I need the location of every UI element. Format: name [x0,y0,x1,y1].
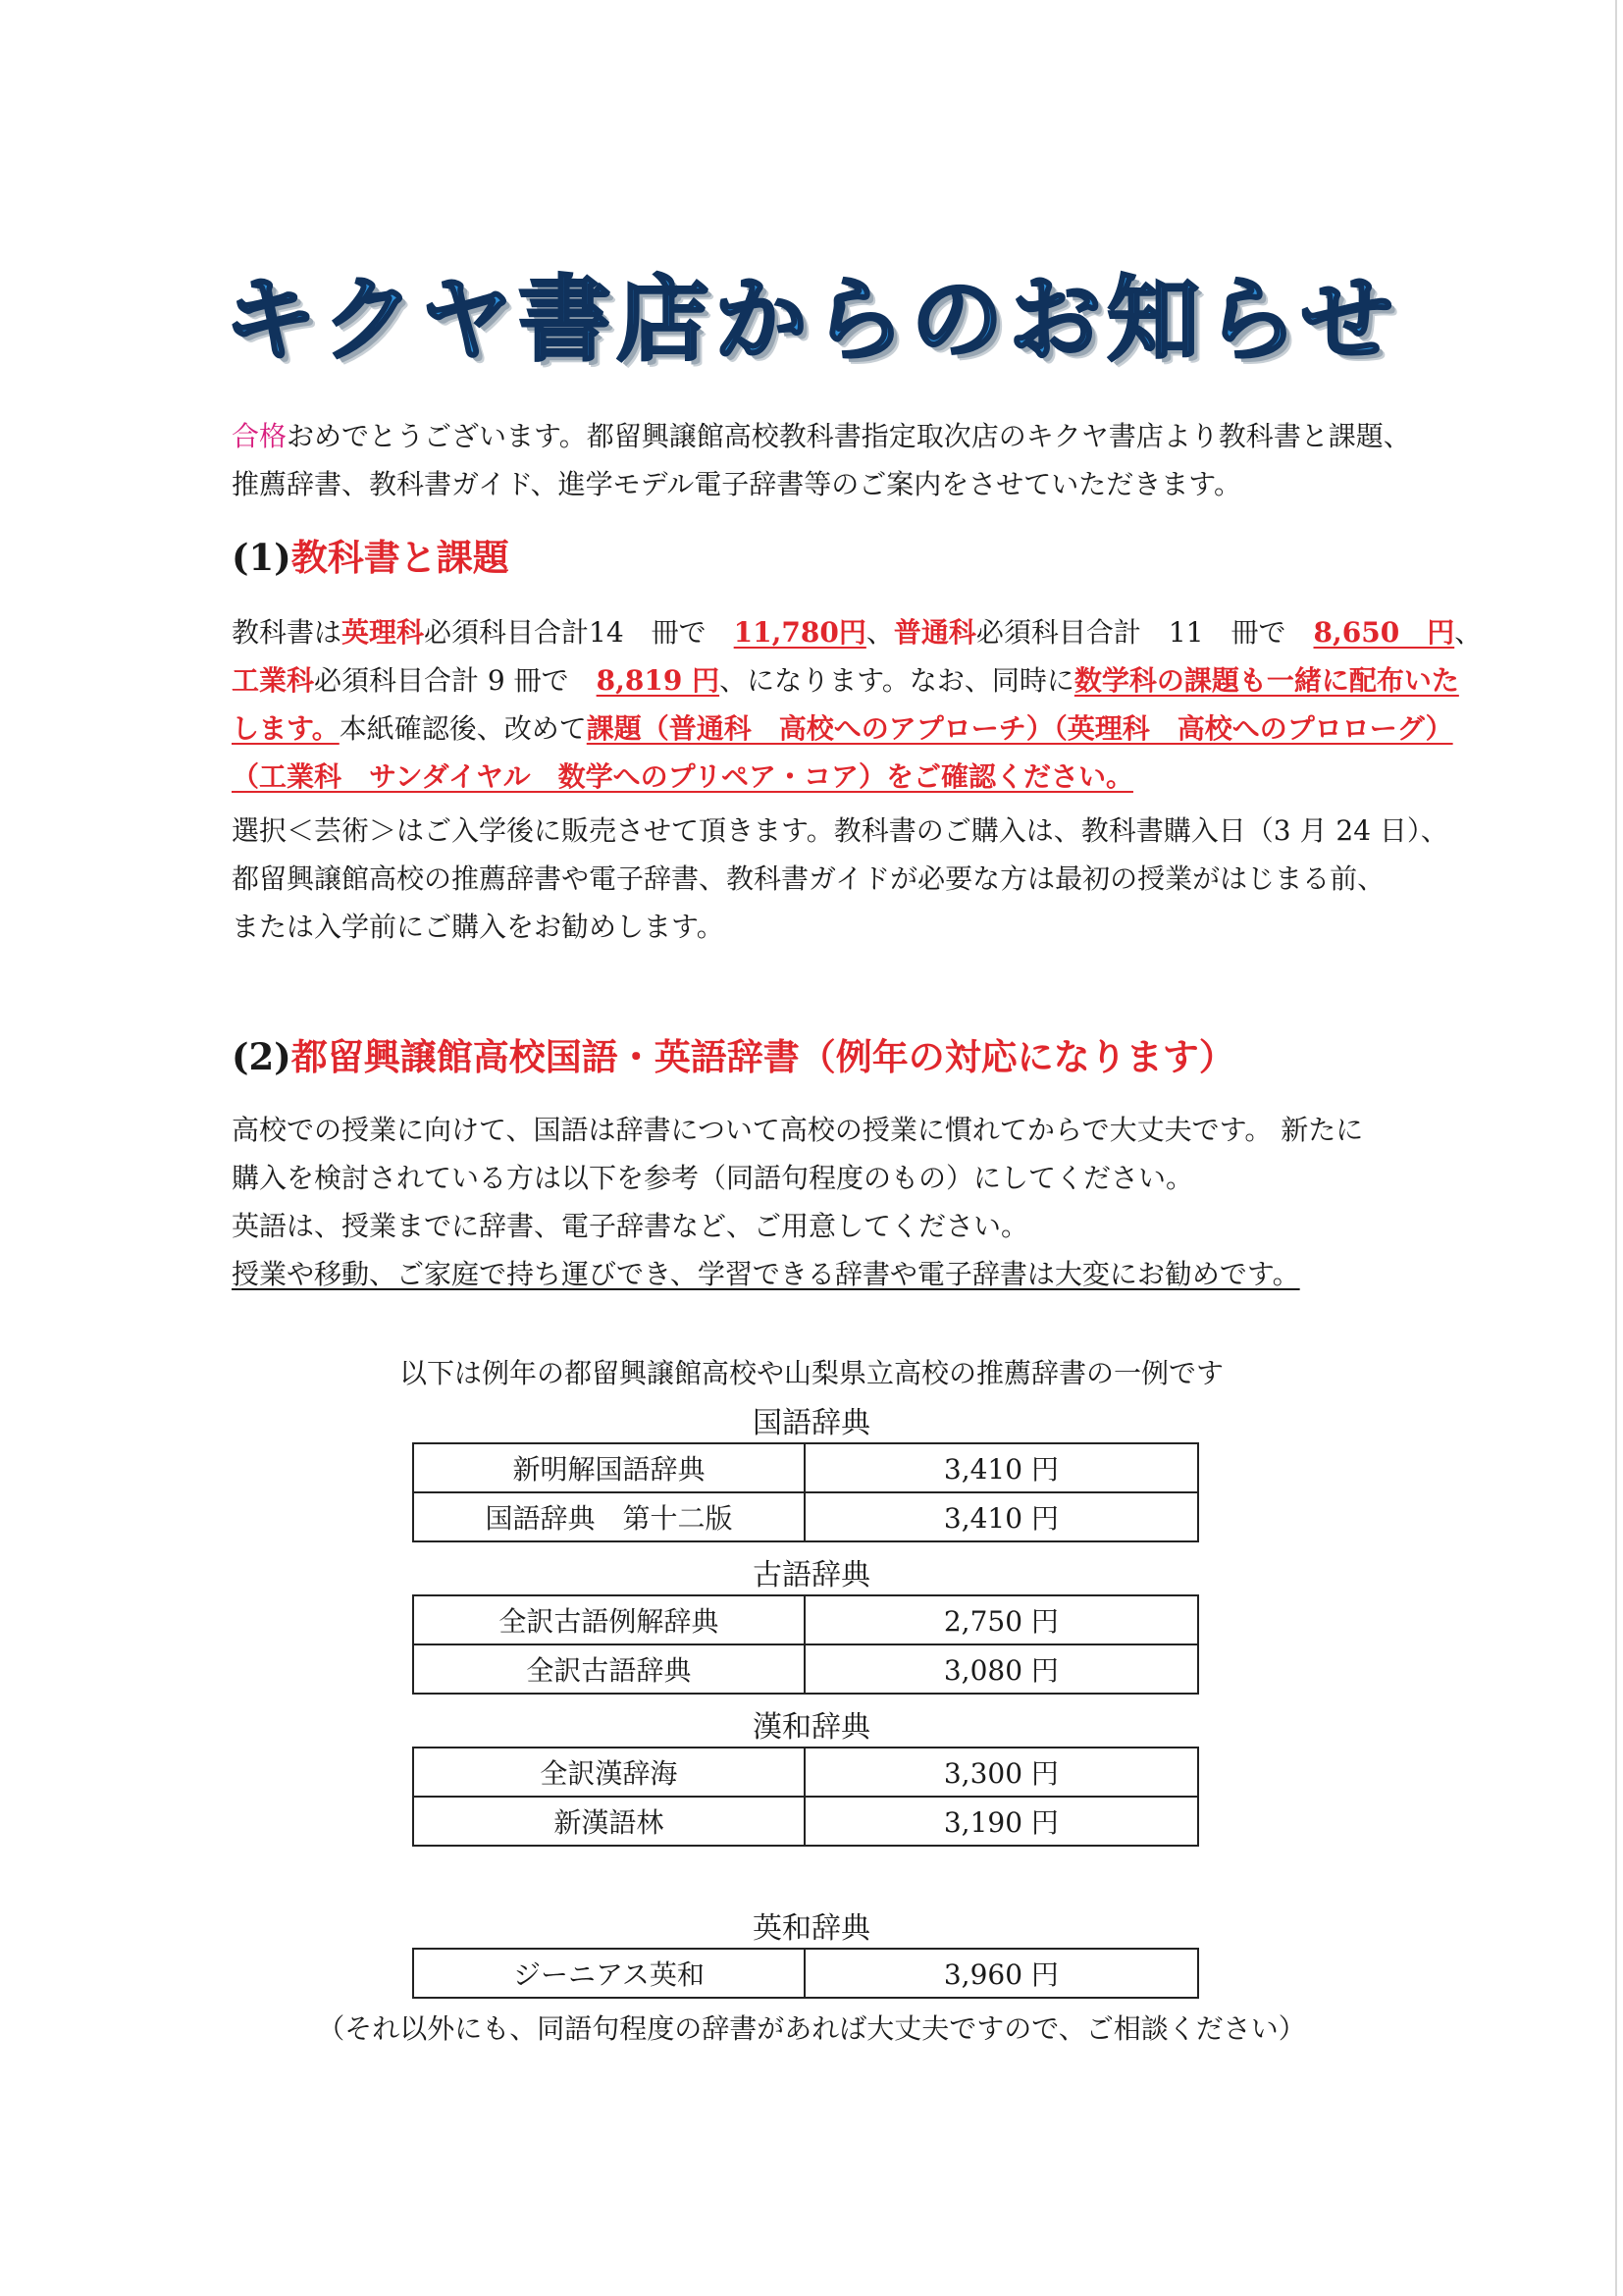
s1-text: 必須科目合計14 冊で [424,616,734,649]
section-1-heading [232,528,509,581]
price-kogyo: 8,819 円 [596,664,720,697]
s2-recommendation: 授業や移動、ご家庭で持ち運びでき、学習できる辞書や電子辞書は大変にお勧めです。 [232,1258,1300,1290]
s1-text: 必須科目合計 9 冊で [314,664,597,697]
price-futsu: 8,650 円 [1313,616,1455,649]
intro-pass-word: 合格 [232,420,288,452]
table-row [413,1492,1198,1541]
dictionary-price: 3,960 円 [805,1949,1198,1998]
dictionary-table-kanwa [412,1747,1199,1847]
course-kogyo: 工業科 [232,664,315,697]
section-1-paragraph-2 [232,807,1448,951]
s1-line-4 [232,753,1399,801]
category-eiwa: 英和辞典 [753,1911,870,1946]
dictionary-price: 3,080 円 [805,1644,1198,1694]
section-2-paragraph [232,1106,1399,1298]
dictionary-price: 2,750 円 [805,1595,1198,1644]
s1-p2-line-3: または入学前にご購入をお勧めします。 [232,911,724,943]
table-row [413,1949,1198,1998]
s1-p2-line-1: 選択＜芸術＞はご入学後に販売させて頂きます。教科書のご購入は、教科書購入日（3 月 24 日）、 [232,814,1448,847]
category-kanwa: 漢和辞典 [753,1710,870,1745]
dictionary-name: 全訳漢辞海 [413,1748,805,1797]
page-title: キクヤ書店からのお知らせ [224,267,1399,374]
dictionary-name: 国語辞典 第十二版 [413,1492,805,1541]
section-2-title: 都留興譲館高校国語・英語辞書（例年の対応になります） [290,1035,1235,1078]
s1-text: 本紙確認後、改めて [339,712,587,745]
section-1-title: 教科書と課題 [290,536,509,579]
dictionary-price: 3,190 円 [805,1797,1198,1846]
section-1-paragraph-1 [232,608,1483,801]
dictionary-caption: 以下は例年の都留興譲館高校や山梨県立高校の推薦辞書の一例です [398,1357,1224,1389]
dictionary-price: 3,300 円 [805,1748,1198,1797]
category-kogo: 古語辞典 [753,1558,870,1592]
assignment-list: 課題（普通科 高校へのアプローチ）（英理科 高校へのプロローグ） [586,712,1453,745]
dictionary-price: 3,410 円 [805,1443,1198,1492]
table-row [413,1748,1198,1797]
dictionary-name: 新明解国語辞典 [413,1443,805,1492]
assignment-list-end: （工業科 サンダイヤル 数学へのプリペア・コア）をご確認ください。 [232,760,1133,793]
math-assignment-note: 数学科の課題も一緒に配布いた [1073,664,1459,697]
table-row [413,1595,1198,1644]
intro-paragraph [232,412,1411,508]
math-assignment-note-end: します。 [232,712,340,745]
course-eiri: 英理科 [341,616,425,649]
dictionary-table-eiwa [412,1948,1199,1999]
dictionary-footnote: （それ以外にも、同語句程度の辞書があれば大丈夫ですので、ご相談ください） [317,2012,1306,2045]
dictionary-name: 新漢語林 [413,1797,805,1846]
s1-text: 、 [865,616,894,649]
table-row [413,1644,1198,1694]
s2-line-2: 購入を検討されている方は以下を参考（同語句程度のもの）にしてください。 [232,1162,1194,1194]
intro-line-2: 推薦辞書、教科書ガイド、進学モデル電子辞書等のご案内をさせていただきます。 [232,468,1242,500]
s1-text: 、 [1454,616,1483,649]
table-row [413,1797,1198,1846]
dictionary-name: ジーニアス英和 [413,1949,805,1998]
intro-line-1 [232,412,1411,460]
dictionary-table-kokugo [412,1442,1199,1542]
price-eiri: 11,780円 [733,616,866,649]
s2-line-1: 高校での授業に向けて、国語は辞書について高校の授業に慣れてからで大丈夫です。 新たに [232,1114,1364,1146]
course-futsu: 普通科 [893,616,976,649]
category-kokugo: 国語辞典 [753,1406,870,1440]
dictionary-name: 全訳古語例解辞典 [413,1595,805,1644]
s1-line-3 [232,704,1453,753]
table-row [413,1443,1198,1492]
s1-text: 教科書は [232,616,342,649]
section-2-heading [232,1027,1235,1080]
dictionary-name: 全訳古語辞典 [413,1644,805,1694]
s1-line-1 [232,608,1483,656]
intro-line-1-text: おめでとうございます。都留興譲館高校教科書指定取次店のキクヤ書店より教科書と課題、 [287,420,1411,452]
s1-line-2 [232,656,1459,704]
s2-line-3: 英語は、授業までに辞書、電子辞書など、ご用意してください。 [232,1210,1029,1242]
dictionary-table-kogo [412,1594,1199,1695]
s2-line-4 [232,1250,1399,1298]
s1-p2-line-2: 都留興譲館高校の推薦辞書や電子辞書、教科書ガイドが必要な方は最初の授業がはじまる前、 [232,862,1386,895]
s1-text: 、になります。なお、同時に [719,664,1074,697]
section-2-number: (2) [232,1035,291,1078]
dictionary-price: 3,410 円 [805,1492,1198,1541]
s1-text: 必須科目合計 11 冊で [975,616,1314,649]
section-1-number: (1) [232,536,291,579]
